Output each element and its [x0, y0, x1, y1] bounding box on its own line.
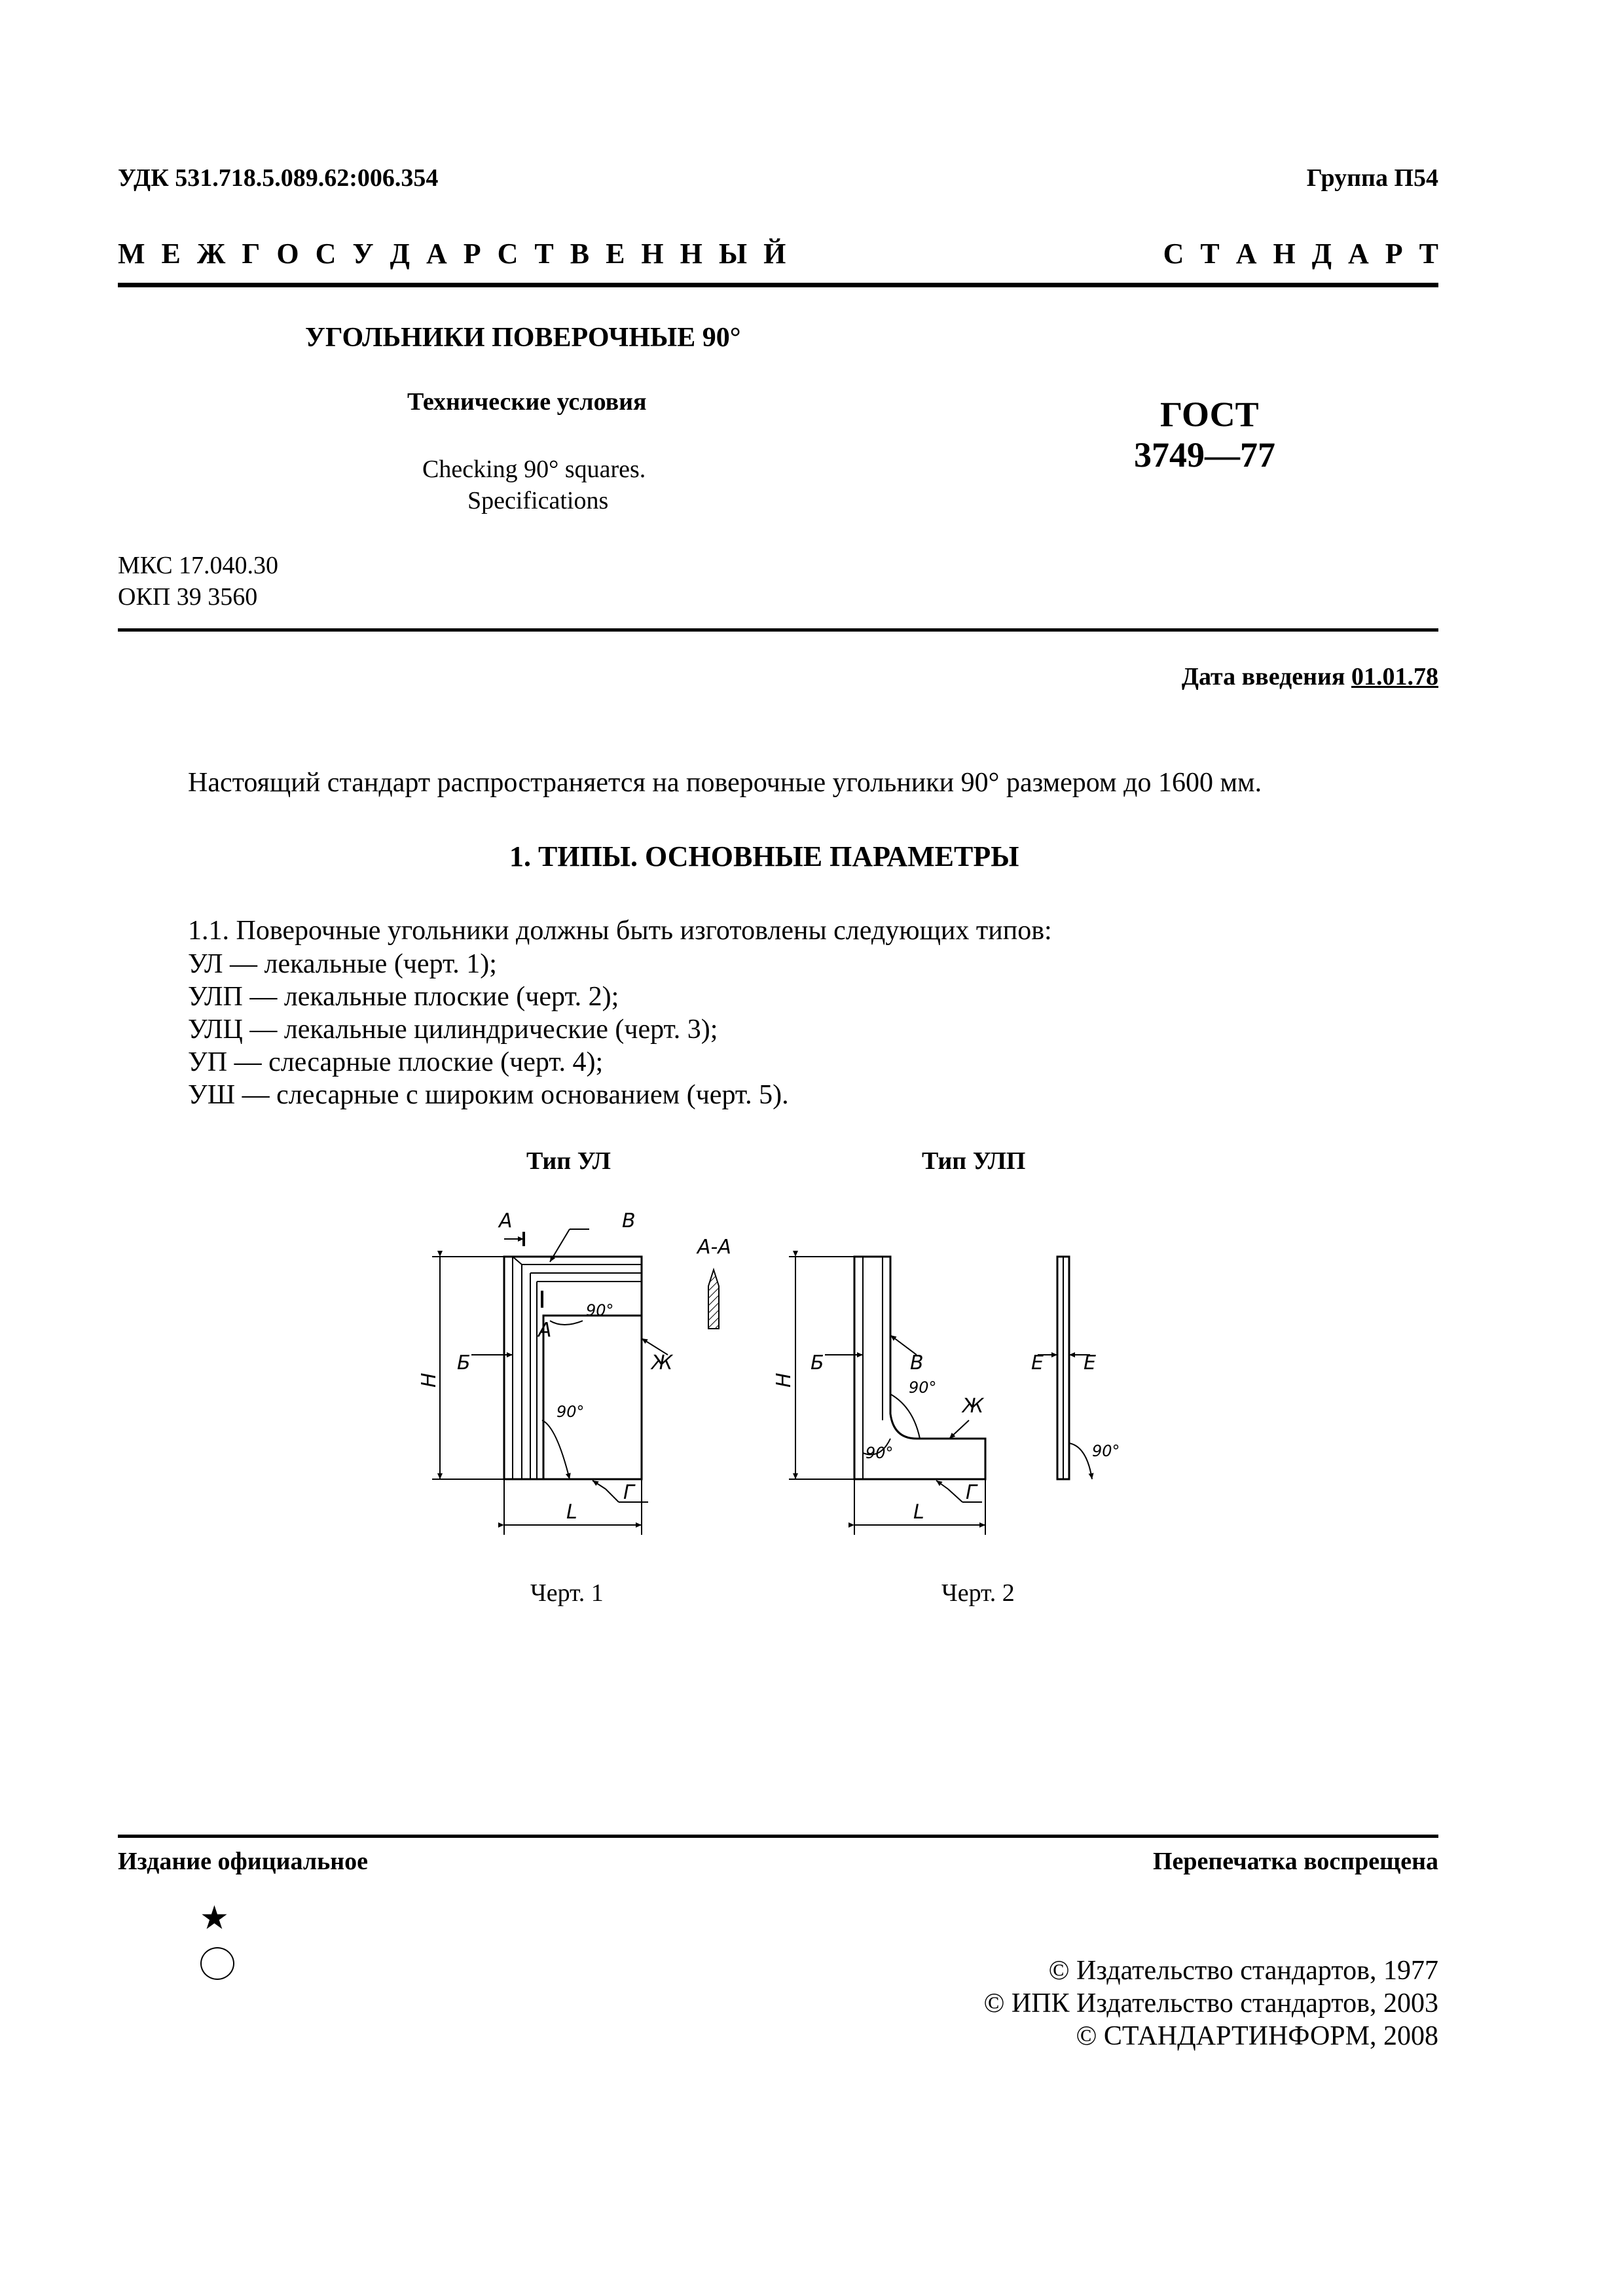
title-ru: УГОЛЬНИКИ ПОВЕРОЧНЫЕ 90°: [305, 323, 741, 353]
star-icon: ★: [200, 1899, 229, 1936]
fig2-caption: Черт. 2: [941, 1579, 1015, 1607]
edition-note: Издание официальное: [118, 1848, 369, 1875]
fig2-drawing: [789, 1257, 985, 1535]
okp-code: ОКП 39 3560: [118, 583, 258, 611]
fig2-label-g: Г: [966, 1481, 977, 1504]
fig1-caption: Черт. 1: [530, 1579, 604, 1607]
copyright-line-2003: © ИПК Издательство стандартов, 2003: [983, 1988, 1438, 2018]
fig2-label-zh: Ж: [962, 1395, 984, 1418]
fig1-label-a: А: [499, 1210, 513, 1232]
fig1-label-angle1: 90°: [586, 1301, 614, 1319]
circle-icon: [200, 1947, 234, 1980]
gost-number: 3749—77: [1134, 435, 1275, 475]
fig1-label-g: Г: [623, 1481, 634, 1504]
intro-paragraph: Настоящий стандарт распространяется на поверочные угольники 90° размером до 1600 мм.: [188, 768, 1262, 798]
copyright-block: [983, 1954, 1438, 2053]
fig2-label-angle2: 90°: [866, 1444, 894, 1462]
type-item-ulp: УЛП — лекальные плоские (черт. 2);: [188, 982, 619, 1012]
type-item-ul: УЛ — лекальные (черт. 1);: [188, 949, 497, 979]
paragraph-1-1: 1.1. Поверочные угольники должны быть изготовлены следующих типов:: [188, 916, 1052, 946]
fig2-label-h: H: [773, 1372, 795, 1388]
date-value: 01.01.78: [1351, 663, 1438, 691]
gost-label: ГОСТ: [1160, 395, 1259, 434]
fig2-label-b: Б: [811, 1352, 824, 1374]
fig2-label-l: L: [913, 1501, 924, 1524]
introduction-date: [1182, 662, 1438, 691]
fig1-label-section: А-А: [697, 1236, 731, 1259]
reprint-note: Перепечатка воспрещена: [1152, 1848, 1438, 1875]
fig1-label-zh: Ж: [651, 1352, 673, 1374]
section-title: 1. ТИПЫ. ОСНОВНЫЕ ПАРАМЕТРЫ: [509, 840, 1019, 872]
fig2-label-angle3: 90°: [1092, 1442, 1120, 1460]
footer-rule: [118, 1835, 1438, 1838]
title-en-line2: Specifications: [467, 487, 609, 514]
type-item-ulc: УЛЦ — лекальные цилиндрические (черт. 3);: [188, 1014, 718, 1045]
mks-code: МКС 17.040.30: [118, 552, 279, 579]
type-item-ush: УШ — слесарные с широким основанием (черт. 5).: [188, 1080, 789, 1110]
fig1-label-l: L: [566, 1501, 577, 1524]
fig2-label-e2: Е: [1084, 1352, 1096, 1374]
fig2-label-v: В: [910, 1352, 924, 1374]
title-rule: [118, 628, 1438, 632]
fig1-label-v: В: [622, 1210, 636, 1232]
date-label: Дата введения: [1181, 663, 1345, 691]
type-item-up: УП — слесарные плоские (черт. 4);: [188, 1047, 604, 1077]
title-en-line1: Checking 90° squares.: [422, 456, 646, 483]
technical-drawings: [393, 1191, 1178, 1558]
fig2-title: Тип УЛП: [922, 1147, 1026, 1175]
fig1-section-aa: [708, 1270, 719, 1329]
standard-banner-word-1: М Е Ж Г О С У Д А Р С Т В Е Н Н Ы Й: [118, 238, 786, 270]
group-code: Группа П54: [1306, 164, 1438, 192]
subtitle-ru: Технические условия: [407, 388, 647, 416]
fig1-label-angle2: 90°: [556, 1403, 585, 1421]
fig1-label-a2: А: [538, 1319, 552, 1342]
types-list: [188, 948, 789, 1111]
standard-banner-word-2: С Т А Н Д А Р Т: [1163, 238, 1438, 270]
fig2-label-angle1: 90°: [909, 1378, 937, 1397]
fig1-label-b: Б: [457, 1352, 471, 1374]
copyright-line-2008: © СТАНДАРТИНФОРМ, 2008: [1076, 2021, 1438, 2051]
fig2-label-e1: Е: [1031, 1352, 1044, 1374]
banner-rule: [118, 283, 1438, 287]
fig1-label-h: H: [418, 1372, 441, 1388]
udk-code: УДК 531.718.5.089.62:006.354: [118, 164, 439, 192]
copyright-line-1977: © Издательство стандартов, 1977: [1048, 1956, 1438, 1986]
fig1-title: Тип УЛ: [526, 1147, 611, 1175]
